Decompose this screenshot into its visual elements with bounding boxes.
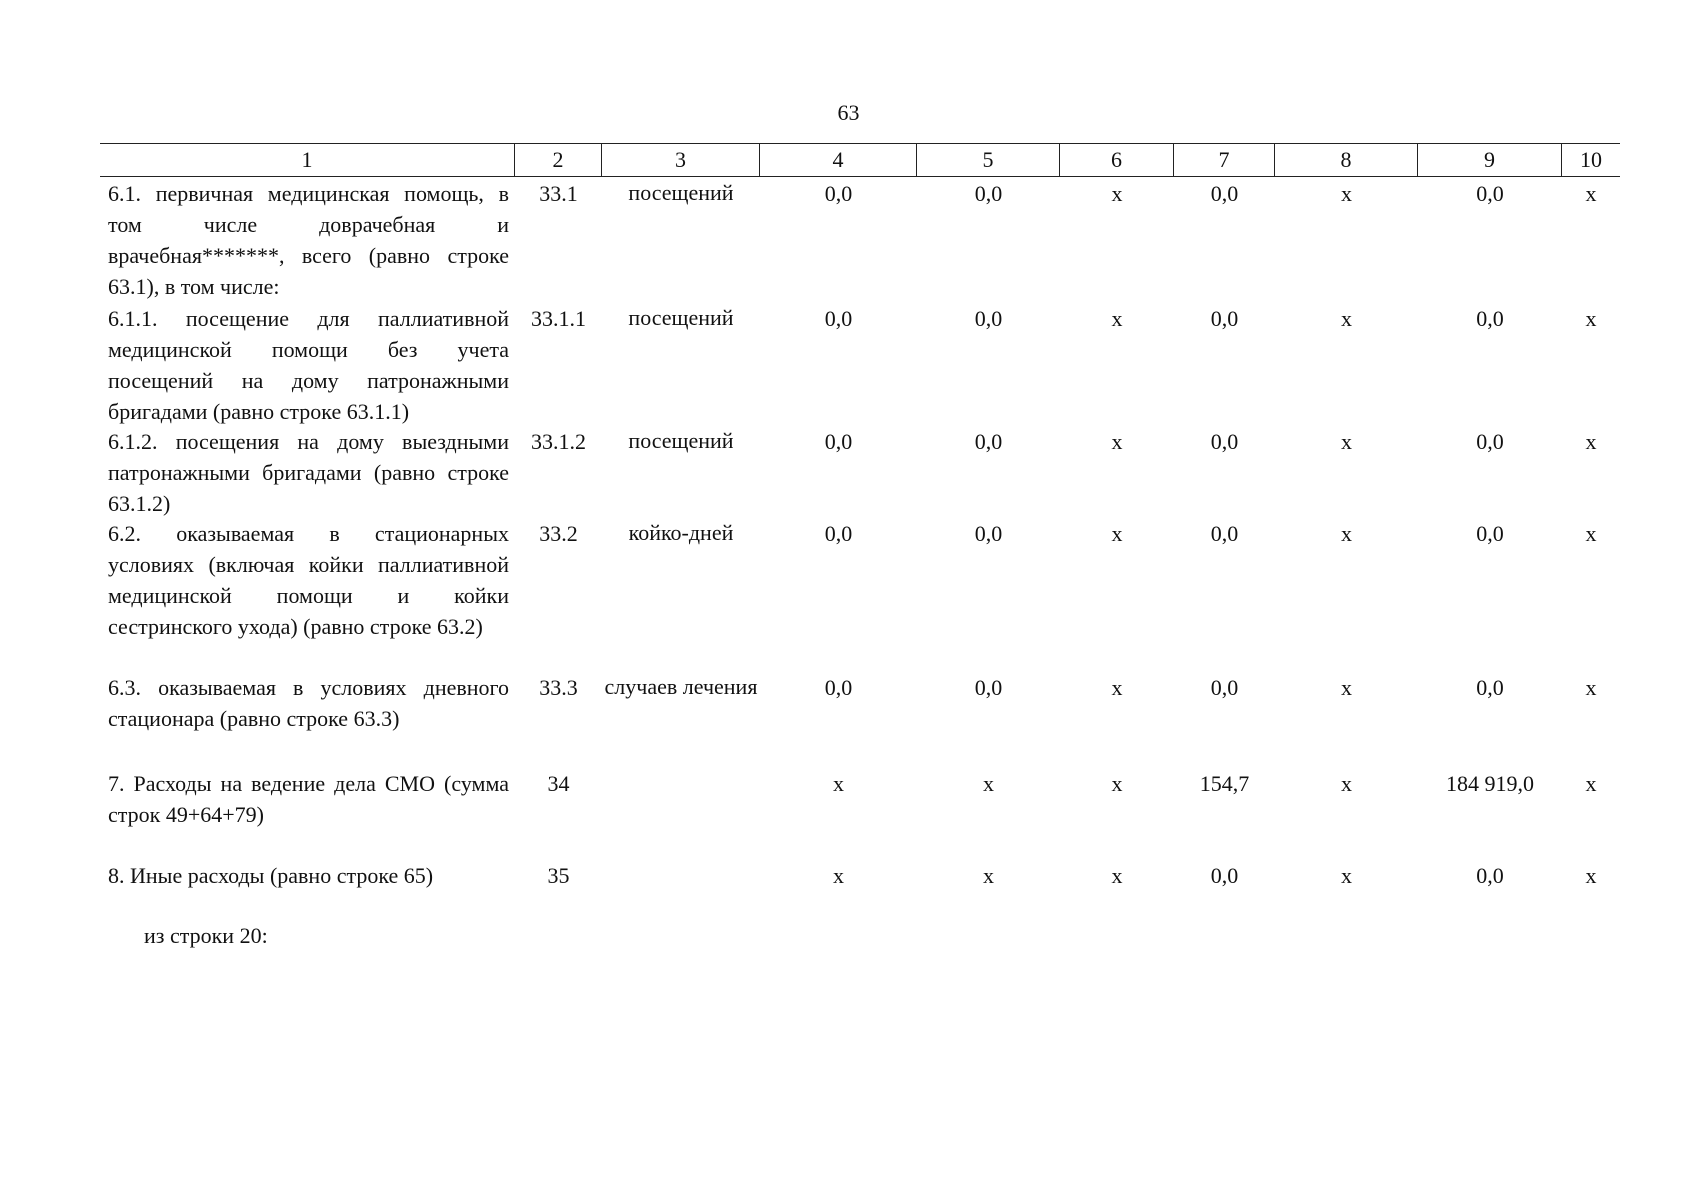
column-header-3: 3 [602,144,760,176]
table-body [100,178,1620,900]
row-value-6: х [1111,429,1123,454]
row-value-6: х [1111,181,1123,206]
row-line-number: 33.2 [539,521,578,546]
table-row [100,303,1620,426]
row-value-8: х [1341,771,1352,796]
row-value-7: 0,0 [1210,675,1239,700]
row-value-4: 0,0 [824,521,853,546]
row-line-number: 33.1.2 [531,429,586,454]
row-value-7: 0,0 [1210,521,1239,546]
column-header-4: 4 [760,144,917,176]
row-value-9: 184 919,0 [1446,771,1534,796]
row-value-5: х [983,863,994,888]
row-line-number: 34 [547,771,570,796]
row-line-number: 33.3 [539,675,578,700]
row-value-8: х [1341,429,1352,454]
row-unit: посещений [628,428,734,453]
table-header-row [100,143,1620,177]
row-value-8: х [1341,181,1352,206]
row-value-4: х [833,771,844,796]
row-value-7: 154,7 [1199,771,1250,796]
table-row [100,860,1620,900]
row-value-8: х [1341,521,1352,546]
row-value-5: 0,0 [974,675,1003,700]
row-value-5: 0,0 [974,521,1003,546]
column-header-1: 1 [100,144,515,176]
table-row [100,518,1620,672]
row-value-4: 0,0 [824,306,853,331]
row-value-9: 0,0 [1476,675,1504,700]
row-value-6: х [1111,863,1123,888]
column-header-8: 8 [1275,144,1418,176]
table-row [100,426,1620,518]
table-row [100,768,1620,860]
row-value-5: х [983,771,994,796]
row-value-4: 0,0 [824,675,853,700]
row-line-number: 33.1.1 [531,306,586,331]
row-value-8: х [1341,675,1352,700]
row-value-10: х [1585,306,1597,331]
row-description: 8. Иные расходы (равно строке 65) [108,863,434,888]
row-value-6: х [1111,771,1123,796]
row-value-9: 0,0 [1476,429,1504,454]
row-value-4: 0,0 [824,181,853,206]
row-value-4: 0,0 [824,429,853,454]
column-header-7: 7 [1174,144,1275,176]
table-row [100,672,1620,768]
row-description: 6.3. оказываемая в условиях дневного стационара (равно строке 63.3) [108,675,509,731]
row-value-10: х [1585,429,1597,454]
row-value-7: 0,0 [1210,306,1239,331]
row-value-9: 0,0 [1476,181,1504,206]
page-number: 63 [837,100,860,125]
row-value-7: 0,0 [1210,181,1239,206]
row-description: 6.1. первичная медицинская помощь, в том числе доврачебная и врачебная*******, всего (равно строке 63.1), в том числе: [108,181,509,299]
column-header-5: 5 [917,144,1060,176]
column-header-9: 9 [1418,144,1562,176]
row-value-7: 0,0 [1210,863,1239,888]
row-line-number: 33.1 [539,181,578,206]
footer-note: из строки 20: [144,923,268,948]
column-header-6: 6 [1060,144,1174,176]
column-header-2: 2 [515,144,602,176]
row-value-5: 0,0 [974,181,1003,206]
row-value-9: 0,0 [1476,521,1504,546]
row-unit: посещений [628,180,734,205]
row-value-6: х [1111,675,1123,700]
row-value-10: х [1585,521,1597,546]
row-value-10: х [1585,181,1597,206]
row-value-10: х [1585,771,1597,796]
row-unit: случаев лечения [604,674,758,699]
row-unit: койко-дней [628,520,734,545]
row-description: 6.2. оказываемая в стационарных условиях (включая койки паллиативной медицинской помощи и койки сестринского ухода) (равно строке 63.2) [108,521,509,639]
row-value-9: 0,0 [1476,306,1504,331]
row-value-8: х [1341,863,1352,888]
row-value-10: х [1585,863,1597,888]
row-description: 6.1.2. посещения на дому выездными патронажными бригадами (равно строке 63.1.2) [108,429,509,516]
row-unit: посещений [628,305,734,330]
row-value-5: 0,0 [974,306,1003,331]
row-value-8: х [1341,306,1352,331]
row-value-6: х [1111,306,1123,331]
row-value-5: 0,0 [974,429,1003,454]
row-value-7: 0,0 [1210,429,1239,454]
row-value-10: х [1585,675,1597,700]
row-description: 6.1.1. посещение для паллиативной медицинской помощи без учета посещений на дому патронажными бригадами (равно строке 63.1.1) [108,306,509,424]
row-value-9: 0,0 [1476,863,1504,888]
row-value-6: х [1111,521,1123,546]
row-line-number: 35 [547,863,570,888]
row-value-4: х [833,863,844,888]
row-description: 7. Расходы на ведение дела СМО (сумма строк 49+64+79) [108,771,509,827]
column-header-10: 10 [1580,147,1602,172]
table-row [100,178,1620,303]
